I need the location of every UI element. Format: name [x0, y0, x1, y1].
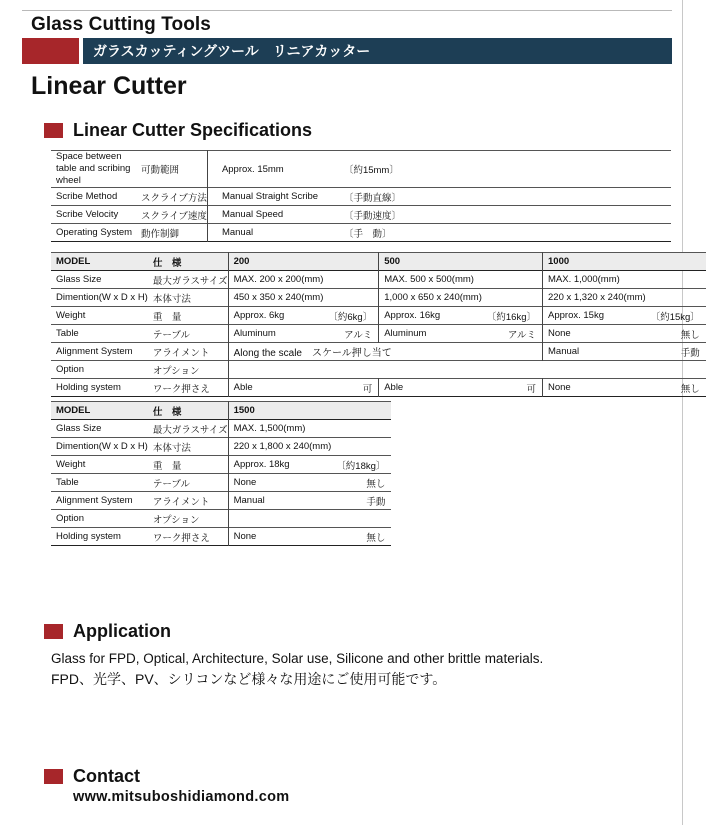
- spec-label-en: Scribe Method: [56, 191, 118, 202]
- cell-value-jp: 〔約15kg〕: [650, 311, 700, 323]
- option-row: [51, 510, 391, 528]
- banner-japanese-title: ガラスカッティングツール リニアカッター: [83, 38, 672, 64]
- row-label-jp: アライメント: [152, 347, 210, 359]
- spec-row: [51, 206, 671, 224]
- model-1000-header: 1000: [543, 253, 706, 271]
- row-label-jp: オプション: [152, 365, 200, 377]
- model-200-header: 200: [228, 253, 379, 271]
- spec-label-jp: 仕 様: [152, 406, 182, 418]
- weight-row: [51, 456, 391, 474]
- spec-label-jp: 動作制御: [141, 228, 180, 240]
- cell-value: None: [543, 325, 646, 343]
- row-label-jp: 重 量: [152, 311, 182, 323]
- row-label-en: Holding system: [56, 382, 121, 393]
- cell-value-jp: アルミ: [344, 329, 373, 341]
- cell-value: None: [543, 379, 646, 397]
- right-rule: [682, 0, 683, 825]
- option-row: [51, 361, 706, 379]
- cell-value-jp: 手動: [366, 496, 386, 508]
- spec-value-jp: 〔手 動〕: [343, 228, 392, 240]
- holding-row: [51, 379, 706, 397]
- spec-value-jp: 〔手動速度〕: [343, 210, 401, 222]
- application-text: [51, 650, 551, 688]
- row-label-en: Dimention(W x D x H): [56, 292, 148, 303]
- spec-row: [51, 151, 671, 188]
- spec-label-en: Scribe Velocity: [56, 209, 119, 220]
- model-header-row: [51, 402, 391, 420]
- row-label-jp: 最大ガラスサイズ: [152, 275, 228, 287]
- cell-value: 1,000 x 650 x 240(mm): [379, 289, 482, 307]
- row-label-en: Holding system: [56, 531, 121, 542]
- cell-value-jp: 無し: [680, 329, 700, 341]
- row-label-en: Option: [56, 364, 84, 375]
- cell-value-jp: 無し: [366, 532, 386, 544]
- spec-label-jp: 可動範囲: [141, 165, 180, 176]
- cell-value: 450 x 350 x 240(mm): [228, 289, 323, 307]
- spec-value-jp: 〔約15mm〕: [343, 165, 399, 176]
- spec-row: [51, 188, 671, 206]
- cell-value: 220 x 1,800 x 240(mm): [228, 438, 331, 456]
- model-500-header: 500: [379, 253, 543, 271]
- cell-value-jp: [323, 289, 378, 307]
- spec-value: Manual Speed: [207, 206, 344, 224]
- brand-title: Glass Cutting Tools: [31, 14, 211, 35]
- banner-accent: [22, 38, 79, 64]
- general-spec-table: [51, 150, 671, 242]
- row-label-en: Dimention(W x D x H): [56, 441, 148, 452]
- page-title: Linear Cutter: [31, 72, 187, 100]
- weight-row: [51, 307, 706, 325]
- row-label-en: Table: [56, 328, 79, 339]
- cell-value-jp: アルミ: [507, 329, 536, 341]
- row-label-jp: アライメント: [152, 496, 210, 508]
- row-label-jp: 最大ガラスサイズ: [152, 424, 228, 436]
- model-1500-header: 1500: [228, 402, 391, 420]
- alignment-row: [51, 343, 706, 361]
- cell-value-jp: [482, 271, 543, 289]
- row-label-en: Table: [56, 477, 79, 488]
- spec-label-en: Operating System: [56, 227, 133, 238]
- cell-value: None: [228, 474, 331, 492]
- spec-label-jp: スクライブ速度: [141, 210, 207, 222]
- spec-label-en: Space between table and scribing wheel: [56, 151, 131, 186]
- cell-value: None: [228, 528, 331, 546]
- model-table-1500: [51, 401, 391, 546]
- spec-value: Manual: [207, 224, 344, 242]
- spec-value: Approx. 15mm: [207, 151, 344, 188]
- row-label-jp: ワーク押さえ: [152, 532, 210, 544]
- cell-value: Manual: [228, 492, 331, 510]
- top-rule: [22, 10, 672, 11]
- row-label-jp: 本体寸法: [152, 442, 191, 454]
- row-label-en: Alignment System: [56, 346, 133, 357]
- cell-value-jp: 手動: [680, 347, 700, 359]
- contact-website-link[interactable]: www.mitsuboshidiamond.com: [73, 789, 290, 805]
- cell-value: Approx. 15kg: [543, 307, 646, 325]
- cell-value: Manual: [543, 343, 646, 361]
- application-text-jp: FPD、光学、PV、シリコンなど様々な用途にご使用可能です。: [51, 671, 447, 687]
- cell-value-jp: [331, 438, 391, 456]
- cell-value-jp: 可: [526, 383, 536, 395]
- alignment-row: [51, 492, 391, 510]
- cell-value: [228, 510, 331, 528]
- model-table-200-500-1000: [51, 252, 706, 397]
- spec-value-jp: 〔手動直線〕: [343, 192, 401, 204]
- table-row: [51, 325, 706, 343]
- model-label: MODEL: [56, 256, 91, 267]
- cell-value: Approx. 6kg: [228, 307, 323, 325]
- cell-value: MAX. 1,000(mm): [543, 271, 646, 289]
- dimention-row: [51, 289, 706, 307]
- contact-heading: Contact: [73, 766, 140, 786]
- cell-value: MAX. 200 x 200(mm): [228, 271, 323, 289]
- cell-value: Aluminum: [379, 325, 482, 343]
- cell-value: Able: [228, 379, 323, 397]
- cell-value-jp: [482, 289, 543, 307]
- row-label-jp: オプション: [152, 514, 200, 526]
- cell-value: MAX. 1,500(mm): [228, 420, 331, 438]
- spec-label-jp: 仕 様: [152, 257, 182, 269]
- specs-heading: Linear Cutter Specifications: [73, 120, 313, 140]
- cell-value-empty: [228, 361, 706, 379]
- dimention-row: [51, 438, 391, 456]
- model-label: MODEL: [56, 405, 91, 416]
- cell-value: Approx. 18kg: [228, 456, 331, 474]
- model-header-row: [51, 253, 706, 271]
- cell-value-jp: [331, 510, 391, 528]
- cell-value-jp: [646, 271, 706, 289]
- row-label-en: Glass Size: [56, 423, 102, 434]
- row-label-jp: テーブル: [152, 329, 190, 341]
- row-label-en: Weight: [56, 459, 86, 470]
- cell-value-spanned: Along the scale スケール押し当て: [228, 343, 542, 361]
- glass-size-row: [51, 271, 706, 289]
- cell-value: MAX. 500 x 500(mm): [379, 271, 482, 289]
- row-label-en: Option: [56, 513, 84, 524]
- cell-value-jp: [646, 289, 706, 307]
- cell-value-jp: 無し: [366, 478, 386, 490]
- cell-value: Aluminum: [228, 325, 323, 343]
- cell-value-jp: [323, 271, 378, 289]
- row-label-en: Glass Size: [56, 274, 102, 285]
- cell-value: Approx. 16kg: [379, 307, 482, 325]
- row-label-en: Weight: [56, 310, 86, 321]
- spec-value: Manual Straight Scribe: [207, 188, 344, 206]
- cell-value: Able: [379, 379, 482, 397]
- cell-value-jp: 可: [362, 383, 373, 395]
- row-label-jp: テーブル: [152, 478, 190, 490]
- section-marker: [44, 624, 63, 639]
- cell-value-jp: 〔約6kg〕: [328, 311, 373, 323]
- cell-value-jp: 〔約18kg〕: [336, 460, 386, 472]
- cell-value: 220 x 1,320 x 240(mm): [543, 289, 646, 307]
- application-text-en: Glass for FPD, Optical, Architecture, Solar use, Silicone and other brittle materials.: [51, 651, 544, 666]
- table-row: [51, 474, 391, 492]
- cell-value-jp: 無し: [680, 383, 700, 395]
- cell-value-jp: [331, 420, 391, 438]
- section-marker: [44, 123, 63, 138]
- row-label-jp: ワーク押さえ: [152, 383, 210, 395]
- row-label-en: Alignment System: [56, 495, 133, 506]
- spec-row: [51, 224, 671, 242]
- row-label-jp: 本体寸法: [152, 293, 191, 305]
- section-marker: [44, 769, 63, 784]
- holding-row: [51, 528, 391, 546]
- row-label-jp: 重 量: [152, 460, 182, 472]
- application-heading: Application: [73, 621, 171, 641]
- cell-value-jp: 〔約16kg〕: [486, 311, 536, 323]
- glass-size-row: [51, 420, 391, 438]
- spec-label-jp: スクライブ方法: [141, 192, 207, 204]
